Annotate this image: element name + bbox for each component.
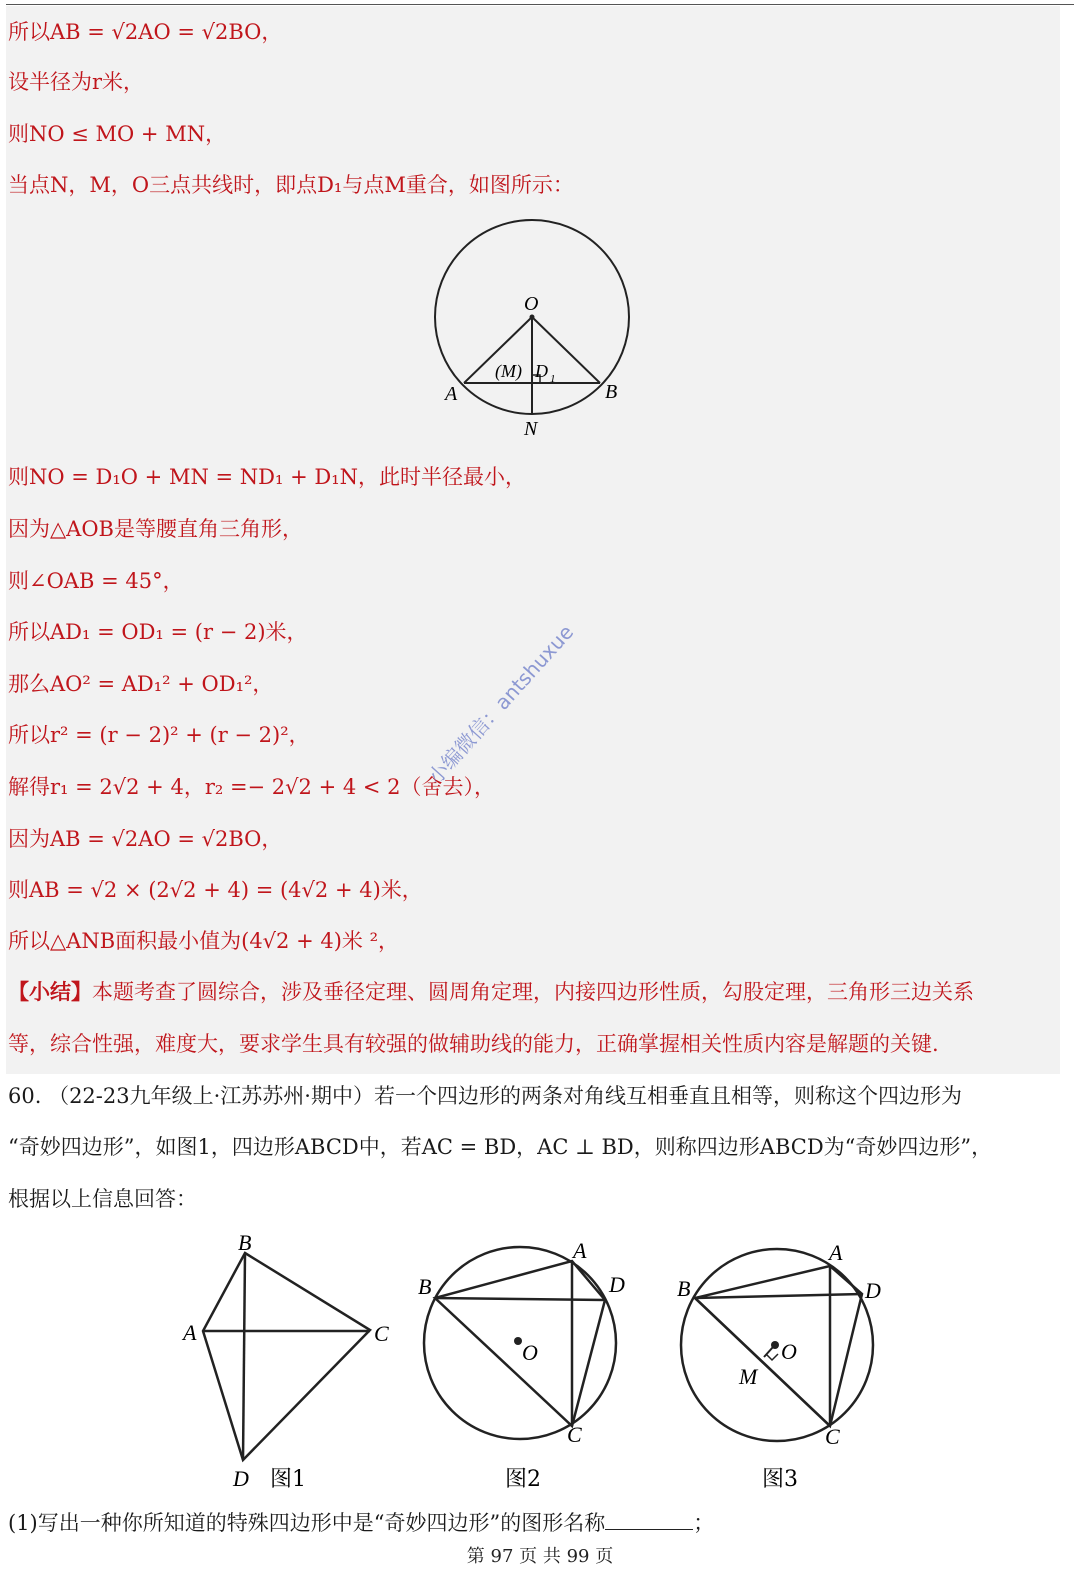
- answer-blank[interactable]: [605, 1511, 693, 1530]
- summary-line-1: [8, 977, 974, 1007]
- fig3-label-B: B: [677, 1276, 691, 1301]
- fig3-label-M: M: [739, 1364, 758, 1389]
- label-O: O: [524, 293, 539, 315]
- fig2-label-D: D: [609, 1272, 625, 1297]
- circle-figure-top: [420, 212, 650, 442]
- fig3-label-D: D: [865, 1278, 881, 1303]
- question-line-2: “奇妙四边形”，如图1，四边形ABCD中，若AC = BD，AC ⊥ BD，则称四边形ABCD为“奇妙四边形”，: [8, 1135, 993, 1159]
- solution-line-11: 解得r₁ = 2√2 + 4，r₂ =− 2√2 + 4 < 2（舍去），: [8, 775, 496, 799]
- solution-line-2: 设半径为r米，: [8, 70, 145, 94]
- fig2-caption: 图2: [505, 1467, 541, 1492]
- label-N: N: [524, 418, 538, 440]
- sub-question-1: [8, 1508, 714, 1538]
- top-rule: [6, 4, 1074, 5]
- solution-line-5: 则NO = D₁O + MN = ND₁ + D₁N，此时半径最小，: [8, 465, 526, 489]
- fig3-label-A: A: [829, 1240, 843, 1265]
- solution-line-10: 所以r² = (r − 2)² + (r − 2)²，: [8, 723, 310, 747]
- summary-text-1: 本题考查了圆综合，涉及垂径定理、圆周角定理，内接四边形性质，勾股定理，三角形三边关系: [92, 980, 974, 1004]
- label-A: A: [445, 383, 458, 405]
- fig1-label-B: B: [238, 1230, 252, 1255]
- solution-line-4: 当点N，M，O三点共线时，即点D₁与点M重合，如图所示：: [8, 173, 574, 197]
- fig3-label-O: O: [781, 1339, 797, 1364]
- fig1-label-A: A: [183, 1320, 197, 1345]
- solution-line-8: 所以AD₁ = OD₁ = (r − 2)米，: [8, 620, 308, 644]
- sub-question-1-end: ；: [693, 1511, 715, 1535]
- label-D1-sub: 1: [550, 373, 556, 385]
- sub-question-1-text: (1)写出一种你所知道的特殊四边形中是“奇妙四边形”的图形名称: [8, 1511, 606, 1535]
- summary-tag: 【小结】: [8, 979, 92, 1004]
- fig2-label-B: B: [418, 1274, 432, 1299]
- solution-line-14: 所以△ANB面积最小值为(4√2 + 4)米 ²，: [8, 929, 400, 953]
- summary-line-2: 等，综合性强，难度大，要求学生具有较强的做辅助线的能力，正确掌握相关性质内容是解题的关键.: [8, 1032, 939, 1056]
- page-footer: 第 97 页 共 99 页: [466, 1546, 614, 1567]
- question-line-1: 60. （22-23九年级上·江苏苏州·期中）若一个四边形的两条对角线互相垂直且相等，则称这个四边形为: [8, 1084, 962, 1108]
- figure-1: [175, 1228, 400, 1498]
- watermark: 小编微信：antshuxue: [422, 620, 579, 789]
- solution-line-1: 所以AB = √2AO = √2BO，: [8, 20, 283, 44]
- label-B: B: [605, 381, 618, 403]
- solution-line-7: 则∠OAB = 45°，: [8, 569, 184, 593]
- fig3-label-C: C: [825, 1424, 840, 1449]
- label-M: (M): [495, 361, 522, 381]
- question-line-3: 根据以上信息回答：: [8, 1187, 197, 1211]
- figure-2: [410, 1228, 640, 1498]
- fig1-label-C: C: [374, 1321, 389, 1346]
- fig2-label-C: C: [567, 1422, 582, 1447]
- fig1-caption: 图1: [270, 1467, 306, 1492]
- solution-line-3: 则NO ≤ MO + MN，: [8, 122, 227, 146]
- label-D1: D: [535, 361, 548, 381]
- fig2-label-O: O: [522, 1340, 538, 1365]
- solution-line-6: 因为△AOB是等腰直角三角形，: [8, 517, 303, 541]
- fig1-label-D: D: [233, 1466, 249, 1491]
- fig3-caption: 图3: [762, 1467, 798, 1492]
- solution-line-12: 因为AB = √2AO = √2BO，: [8, 827, 283, 851]
- fig2-label-A: A: [573, 1238, 587, 1263]
- solution-line-9: 那么AO² = AD₁² + OD₁²，: [8, 672, 274, 696]
- figure-3: [665, 1228, 895, 1498]
- solution-line-13: 则AB = √2 × (2√2 + 4) = (4√2 + 4)米，: [8, 878, 423, 902]
